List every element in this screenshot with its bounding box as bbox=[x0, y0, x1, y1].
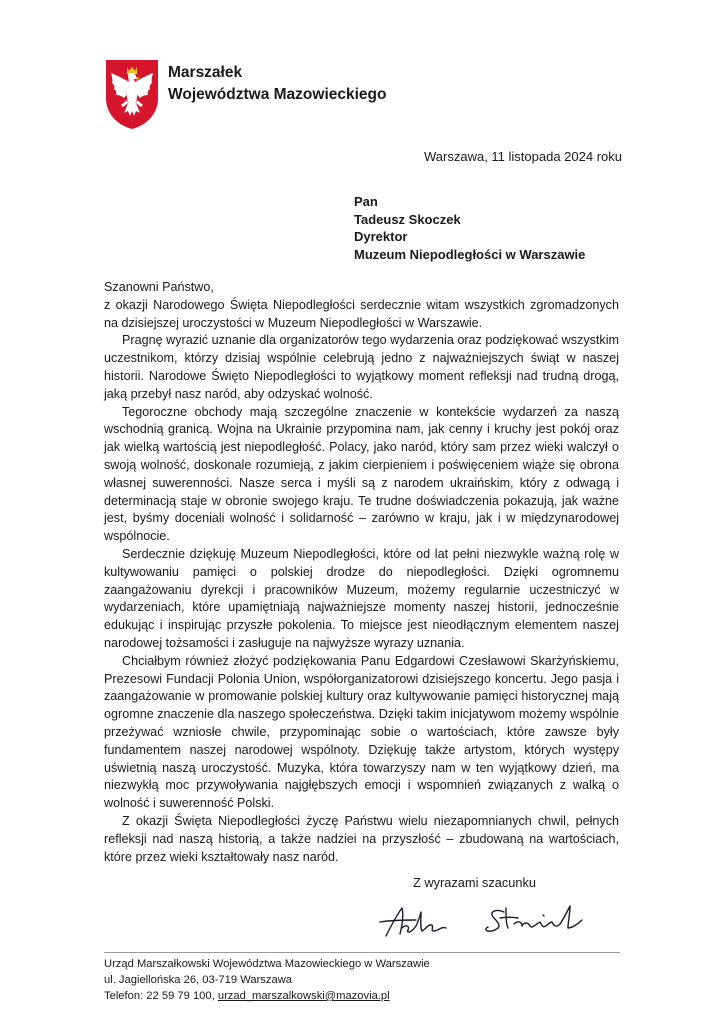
recipient-institution: Muzeum Niepodległości w Warszawie bbox=[354, 246, 586, 262]
recipient-salutation: Pan bbox=[354, 194, 378, 209]
recipient-position: Dyrektor bbox=[354, 229, 408, 245]
recipient-block bbox=[354, 193, 585, 263]
paragraph: Tegoroczne obchody mają szczególne znaczenie w kontekście wydarzeń za naszą wschodnią granicą. Wojna na Ukrainie przypomina nam, jak cenny i kruchy jest pokój oraz jak wielką wartością jest niepodległość. Polacy, jako naród, który sam przez wieki walczył o swoją wolność, doskonale rozumieją, z jakim cierpieniem i poświęceniem wiąże się obrona własnej suwerenności. Nasze serca i myśli są z narodem ukraińskim, który z odwagą i determinacją staje w obronie swojego kraju. Te trudne doświadczenia pokazują, jak ważne jest, byśmy doceniali wolność i solidarność – zarówno w kraju, jak i w międzynarodowej wspólnocie. bbox=[104, 404, 619, 544]
recipient-name: Tadeusz Skoczek bbox=[354, 211, 461, 227]
paragraph: Z okazji Święta Niepodległości życzę Państwu wielu niezapomnianych chwil, pełnych refleksji nad naszą historią, a także nadziei na przyszłość – zbudowaną na wartościach, które przez wieki kształtowały nasz naród. bbox=[104, 813, 619, 864]
footer-address: ul. Jagiellońska 26, 03-719 Warszawa bbox=[104, 974, 293, 986]
mazovia-coat-of-arms-icon bbox=[104, 58, 160, 130]
sender-title bbox=[168, 62, 386, 106]
greeting: Szanowni Państwo, bbox=[104, 280, 214, 294]
footer-divider bbox=[104, 952, 620, 953]
paragraph: z okazji Narodowego Święta Niepodległości serdecznie witam wszystkich zgromadzonych na dzisiejszej uroczystości w Muzeum Niepodległości w Warszawie. bbox=[104, 297, 619, 330]
sender-line-2: Województwa Mazowieckiego bbox=[168, 86, 387, 103]
date-line: Warszawa, 11 listopada 2024 roku bbox=[424, 149, 622, 164]
handwritten-signature bbox=[372, 898, 594, 944]
paragraph: Chciałbym również złożyć podziękowania Panu Edgardowi Czesławowi Skarżyńskiemu, Prezesowi Fundacji Polonia Union, współorganizatorowi dzisiejszego koncertu. Jego pasja i zaangażowanie w promowanie polskiej kultury oraz kultywowanie pamięci historycznej mają ogromne znaczenie dla naszego społeczeństwa. Dzięki takim inicjatywom możemy wspólnie przeżywać wzniosłe chwile, przypominając sobie o wartościach, które zawsze były fundamentem naszej narodowej wspólnoty. Dziękuję także artystom, których występy uświetnią naszą uroczystość. Muzyka, która towarzyszy nam w ten wyjątkowy dzień, ma niezwykłą moc przywoływania najgłębszych emocji i wspomnień związanych z walką o wolność i suwerenność Polski. bbox=[104, 653, 619, 811]
closing: Z wyrazami szacunku bbox=[413, 875, 537, 890]
footer-phone: Telefon: 22 59 79 100, bbox=[104, 990, 218, 1002]
footer-office: Urząd Marszałkowski Województwa Mazowieckiego w Warszawie bbox=[104, 958, 430, 970]
paragraph: Pragnę wyrazić uznanie dla organizatorów tego wydarzenia oraz podziękować wszystkim uczestnikom, którzy dzisiaj wspólnie celebrują jedno z najważniejszych świąt w naszej historii. Narodowe Święto Niepodległości to wyjątkowy moment refleksji nad trudną drogą, jaką przebył nasz naród, aby odzyskać wolność. bbox=[104, 333, 619, 401]
footer bbox=[104, 956, 430, 1004]
letter-body bbox=[104, 279, 619, 866]
paragraph: Serdecznie dziękuję Muzeum Niepodległości, które od lat pełni niezwykle ważną rolę w kultywowaniu pamięci o polskiej drodze do niepodległości. Dzięki ogromnemu zaangażowaniu dyrekcji i pracowników Muzeum, możemy regularnie uczestniczyć w wydarzeniach, które upamiętniają najważniejsze momenty naszej historii, jednocześnie edukując i inspirując przyszłe pokolenia. To miejsce jest nieodłącznym elementem naszej narodowej tożsamości i zasługuje na najwyższe wyrazy uznania. bbox=[104, 546, 619, 650]
sender-line-1: Marszałek bbox=[168, 64, 243, 81]
footer-email-link[interactable]: urzad_marszalkowski@mazovia.pl bbox=[217, 990, 390, 1002]
letterhead bbox=[104, 58, 386, 134]
footer-contact bbox=[104, 988, 430, 1004]
